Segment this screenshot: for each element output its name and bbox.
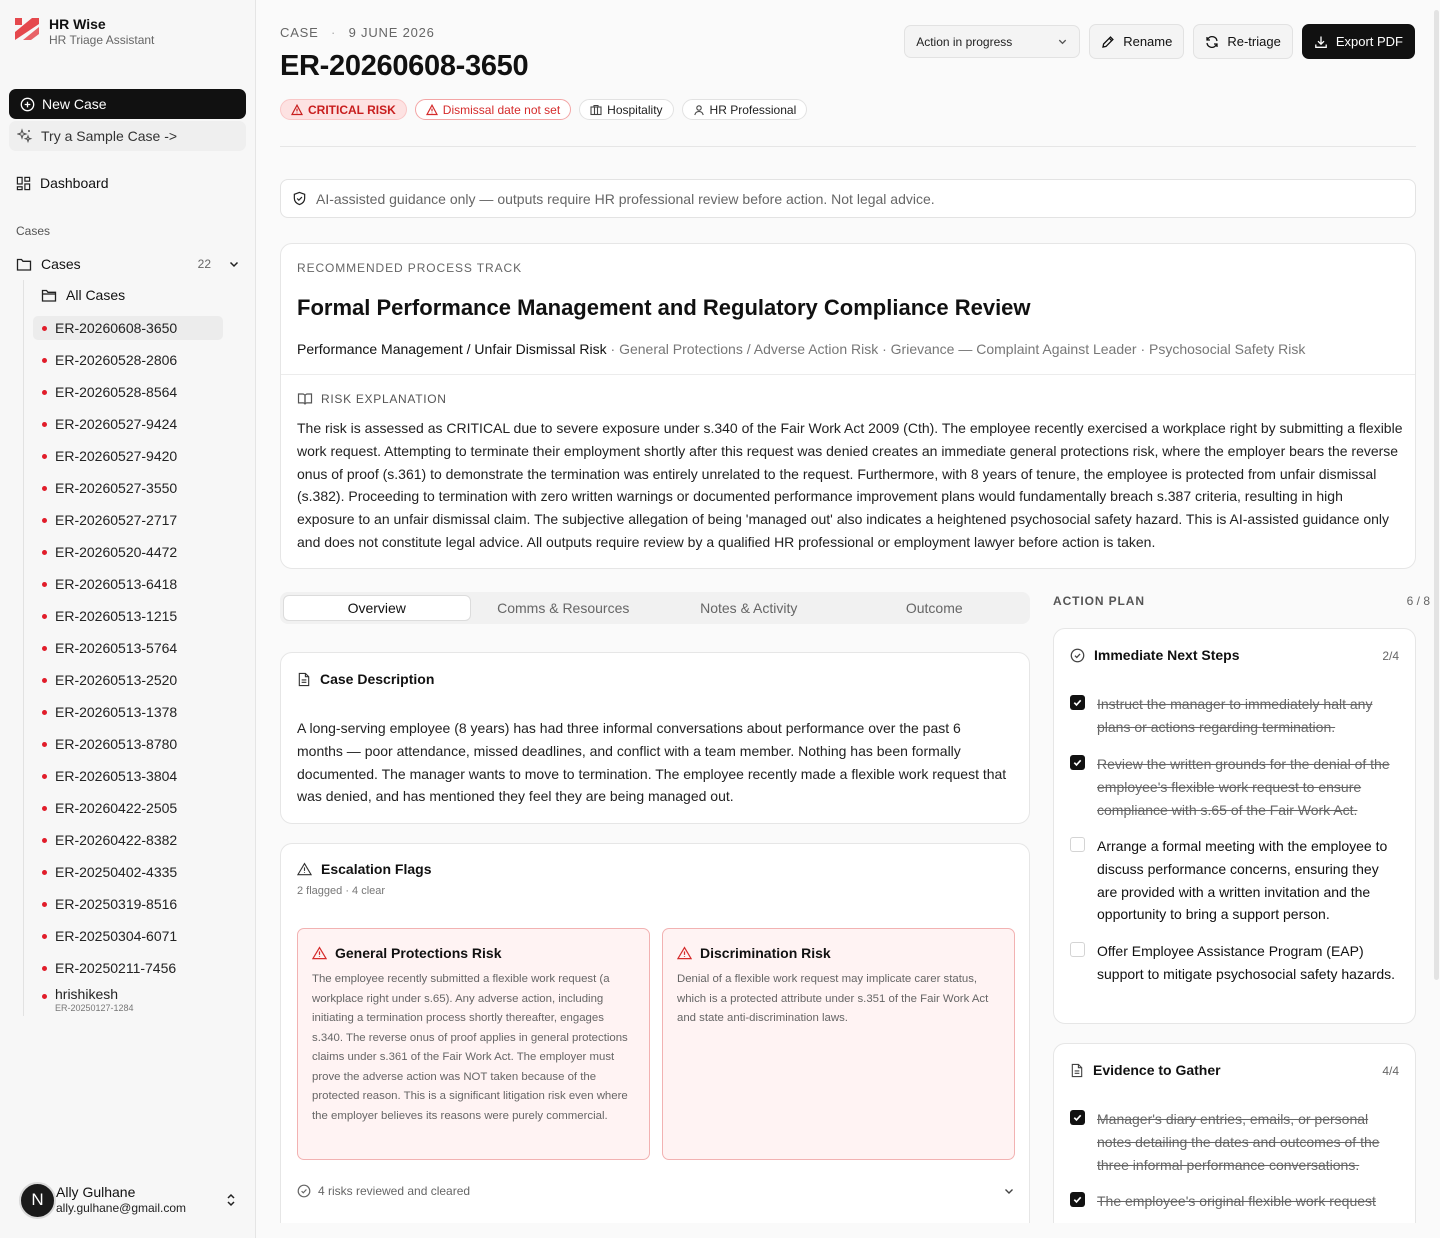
action-plan-label: ACTION PLAN (1053, 594, 1145, 608)
disclaimer-banner (280, 179, 1416, 218)
action-item (1070, 940, 1402, 986)
case-item-label: ER-20260513-1378 (55, 704, 178, 720)
track-kicker: RECOMMENDED PROCESS TRACK (297, 261, 522, 275)
action-item (1070, 835, 1402, 926)
cases-label: Cases (41, 256, 81, 272)
action-item (1070, 693, 1402, 739)
kicker-case: CASE (280, 25, 319, 40)
status-dot (42, 454, 47, 459)
alert-triangle-icon (426, 104, 438, 116)
case-item-label: ER-20260527-2717 (55, 512, 178, 528)
status-dot (42, 646, 47, 651)
all-cases-label: All Cases (66, 287, 126, 303)
action-group-title: Immediate Next Steps (1094, 647, 1240, 663)
case-description-header (297, 671, 434, 687)
avatar-initial: N (31, 1190, 44, 1209)
status-dot (42, 550, 47, 555)
case-item-label: ER-20260527-9420 (55, 448, 178, 464)
alert-triangle-icon (677, 946, 692, 960)
scrollbar[interactable] (1432, 0, 1440, 1238)
flag-title: Discrimination Risk (700, 945, 831, 961)
action-checkbox[interactable] (1070, 1110, 1085, 1125)
case-item-label: ER-20260528-8564 (55, 384, 178, 400)
status-dot (42, 742, 47, 747)
sidebar-case-item[interactable] (33, 796, 223, 820)
action-item-text: Review the written grounds for the denial of the employee's flexible work request to ensure compliance with s.65 of the Fair Work Act. (1097, 756, 1390, 818)
track-other-tags: · General Protections / Adverse Action Risk · Grievance — Complaint Against Leader · Psychosocial Safety Risk (606, 341, 1306, 357)
sidebar (0, 0, 256, 1238)
action-group-count: 2/4 (1382, 649, 1399, 663)
download-icon (1314, 35, 1328, 49)
user-menu[interactable] (19, 1182, 245, 1218)
case-item-label: ER-20260513-5764 (55, 640, 178, 656)
new-case-label: New Case (42, 96, 107, 112)
new-case-button[interactable] (9, 89, 246, 119)
page-title: ER-20260608-3650 (280, 50, 529, 82)
case-description-text: A long-serving employee (8 years) has had three informal conversations about performance over the past 6 months — poor attendance, missed deadlines, and conflict with a team member. Nothing has been formally documented. The manager wants to move to termination. The employee recently made a flexible work request that was denied, and has mentioned they feel they are being managed out. (297, 720, 1007, 805)
sidebar-case-item[interactable] (33, 380, 223, 404)
dismissal-badge-label: Dismissal date not set (442, 102, 561, 117)
case-item-label: ER-20260513-8780 (55, 736, 178, 752)
track-primary-tag: Performance Management / Unfair Dismissal Risk (297, 341, 607, 357)
user-name: Ally Gulhane (56, 1184, 136, 1200)
sidebar-case-item[interactable] (33, 476, 223, 500)
sidebar-case-item[interactable] (33, 828, 223, 852)
industry-badge (579, 99, 673, 120)
case-item-name: hrishikesh (55, 986, 119, 1002)
action-item-text: Instruct the manager to immediately halt any plans or actions regarding termination. (1097, 696, 1373, 735)
case-item-id: ER-20250127-1284 (55, 1003, 134, 1013)
tab-notes-activity[interactable]: Notes & Activity (700, 600, 798, 616)
action-item-text: Offer Employee Assistance Program (EAP) support to mitigate psychosocial safety hazards. (1097, 943, 1396, 982)
dismissal-badge[interactable] (415, 99, 571, 120)
brand[interactable] (14, 16, 154, 48)
check-circle-icon (297, 1184, 311, 1198)
status-dot (42, 614, 47, 619)
sidebar-case-item[interactable] (33, 604, 223, 628)
case-kicker: CASE · 9 JUNE 2026 (280, 25, 435, 40)
action-item (1070, 1190, 1402, 1213)
export-pdf-label: Export PDF (1335, 34, 1403, 49)
case-item-label: ER-20260513-2520 (55, 672, 178, 688)
flag-card (662, 928, 1015, 1160)
section-label: Cases (16, 224, 51, 238)
divider (280, 146, 1416, 147)
action-group-header (1070, 647, 1240, 663)
action-group-title: Evidence to Gather (1093, 1062, 1221, 1078)
retriage-label: Re-triage (1227, 34, 1281, 49)
dashboard-label: Dashboard (40, 175, 109, 191)
status-dot (42, 390, 47, 395)
case-item-label: ER-20260513-1215 (55, 608, 178, 624)
risk-badge (280, 99, 407, 120)
flag-title: General Protections Risk (335, 945, 502, 961)
action-checkbox[interactable] (1070, 942, 1085, 957)
check-icon (1072, 1194, 1083, 1205)
action-item-text: The employee's original flexible work request (1097, 1193, 1376, 1209)
tab-comms-resources[interactable]: Comms & Resources (497, 600, 630, 616)
flag-text: The employee recently submitted a flexible work request (a workplace right under s.65). Any adverse action, including initiating a termination process shortly thereafter, engages s.340. The reverse onus of proof applies in general protections claims under s.361 of the Fair Work Act. The employer must prove the adverse action was NOT taken because of the protected reason. This is a significant litigation risk even where the employer believes its reasons were purely commercial. (312, 973, 628, 1122)
status-select-value: Action in progress (916, 34, 1013, 49)
user-icon (693, 104, 705, 116)
role-label: HR Professional (709, 102, 797, 117)
kicker-date: 9 JUNE 2026 (348, 25, 435, 40)
risk-badge-label: CRITICAL RISK (308, 102, 396, 117)
status-dot (42, 902, 47, 907)
action-checkbox[interactable] (1070, 755, 1085, 770)
risk-explanation-header (297, 392, 447, 406)
sidebar-case-item[interactable] (33, 892, 223, 916)
check-icon (1072, 1112, 1083, 1123)
file-text-icon (297, 672, 311, 687)
industry-label: Hospitality (607, 102, 663, 117)
nav-dashboard[interactable] (16, 175, 109, 191)
escalation-title: Escalation Flags (321, 861, 432, 877)
sidebar-case-item[interactable] (33, 956, 223, 980)
flag-text: Denial of a flexible work request may implicate carer status, which is a protected attribute under s.351 of the Fair Work Act and state anti-discrimination laws. (677, 973, 989, 1024)
action-checkbox[interactable] (1070, 1192, 1085, 1207)
status-dot (42, 966, 47, 971)
sidebar-case-item[interactable] (33, 636, 223, 660)
logo-icon (14, 16, 40, 42)
check-icon (1072, 697, 1083, 708)
action-item (1070, 1108, 1402, 1176)
cleared-risks-label: 4 risks reviewed and cleared (318, 1184, 471, 1198)
chevrons-up-down-icon[interactable] (225, 1192, 237, 1208)
sidebar-case-item[interactable] (33, 764, 223, 788)
export-pdf-button[interactable] (1302, 24, 1415, 59)
scrollbar-thumb[interactable] (1434, 10, 1439, 980)
sidebar-case-item[interactable] (33, 700, 223, 724)
case-item-label: ER-20260527-3550 (55, 480, 178, 496)
sample-case-label: Try a Sample Case -> (41, 128, 178, 144)
sidebar-case-item[interactable] (33, 668, 223, 692)
track-title: Formal Performance Management and Regulatory Compliance Review (297, 295, 1031, 320)
sidebar-case-item[interactable] (33, 924, 223, 948)
sparkles-icon (17, 128, 33, 144)
case-item-label: ER-20260422-8382 (55, 832, 178, 848)
status-dot (42, 678, 47, 683)
alert-triangle-icon (312, 946, 327, 960)
all-cases-item[interactable] (41, 287, 125, 303)
flag-card (297, 928, 650, 1160)
status-dot (42, 994, 47, 999)
building-icon (590, 104, 602, 116)
status-dot (42, 422, 47, 427)
avatar (19, 1182, 56, 1219)
case-item-label: ER-20260422-2505 (55, 800, 178, 816)
status-dot (42, 870, 47, 875)
status-dot (42, 806, 47, 811)
action-item-text: Arrange a formal meeting with the employee to discuss performance concerns, ensuring they are provided with a written invitation and the opportunity to bring a support person. (1097, 838, 1388, 923)
sample-case-button[interactable] (9, 121, 246, 151)
brand-name: HR Wise (49, 16, 106, 32)
case-item-label: ER-20260513-3804 (55, 768, 178, 784)
shield-check-icon (292, 191, 307, 206)
status-dot (42, 326, 47, 331)
folder-open-icon (41, 288, 57, 303)
track-tags (297, 341, 1305, 357)
status-dot (42, 486, 47, 491)
retriage-button[interactable] (1193, 24, 1292, 59)
case-item-label: ER-20260528-2806 (55, 352, 178, 368)
action-item (1070, 753, 1402, 821)
status-select[interactable] (904, 25, 1080, 58)
sidebar-case-item[interactable] (33, 860, 223, 884)
role-badge (682, 99, 808, 120)
brand-subtitle: HR Triage Assistant (49, 33, 155, 47)
user-info (56, 1184, 186, 1216)
chevron-down-icon (1057, 36, 1068, 47)
sidebar-case-item[interactable] (33, 572, 223, 596)
action-plan-count: 6 / 8 (1406, 594, 1430, 608)
cleared-risks-toggle[interactable] (297, 1184, 1015, 1198)
book-open-icon (297, 392, 313, 406)
sidebar-case-item[interactable] (33, 986, 223, 1020)
action-group-card (1053, 628, 1416, 1024)
check-circle-icon (1070, 648, 1085, 663)
refresh-icon (1205, 35, 1219, 49)
case-tabs (280, 592, 1030, 624)
sidebar-case-item[interactable] (33, 540, 223, 564)
case-description-card (280, 652, 1030, 824)
case-item-label: ER-20260608-3650 (55, 320, 178, 336)
sidebar-case-item[interactable] (33, 732, 223, 756)
folder-icon (16, 257, 32, 272)
sidebar-case-item[interactable] (33, 412, 223, 436)
case-chips (280, 99, 807, 120)
alert-triangle-icon (297, 862, 312, 876)
sidebar-case-item[interactable] (33, 348, 223, 372)
rename-button[interactable] (1089, 24, 1184, 59)
main-content (256, 0, 1440, 1238)
risk-explanation-label: RISK EXPLANATION (321, 392, 447, 406)
flag-header (312, 945, 502, 961)
case-item-label: ER-20260527-9424 (55, 416, 178, 432)
sidebar-case-item[interactable] (33, 444, 223, 468)
check-icon (1072, 757, 1083, 768)
status-dot (42, 710, 47, 715)
case-item-label: ER-20250402-4335 (55, 864, 178, 880)
case-item-label: ER-20250319-8516 (55, 896, 178, 912)
status-dot (42, 358, 47, 363)
action-group-count: 4/4 (1382, 1064, 1399, 1078)
case-item-label: ER-20250304-6071 (55, 928, 178, 944)
tab-overview[interactable]: Overview (283, 595, 471, 621)
sidebar-case-item[interactable] (33, 316, 223, 340)
disclaimer-text: AI-assisted guidance only — outputs require HR professional review before action. Not legal advice. (316, 190, 935, 207)
pencil-icon (1101, 35, 1115, 49)
case-item-label (55, 986, 134, 1013)
status-dot (42, 582, 47, 587)
case-tree (23, 280, 233, 1016)
risk-explanation-text: The risk is assessed as CRITICAL due to severe exposure under s.340 of the Fair Work Act 2009 (Cth). The employee recently exercised a workplace right by submitting a flexible work request. Attempting to terminate their employment shortly after this request was denied creates an immediate general protections risk, where the employer bears the reverse onus of proof (s.361) to demonstrate the termination was entirely unrelated to the request. Furthermore, with 8 years of tenure, the employee is protected from unfair dismissal (s.382). Proceeding to termination with zero written warnings or documented performance improvement plans would fundamentally breach s.387 criteria, resulting in high exposure to an unfair dismissal claim. The subjective allegation of being 'managed out' also indicates a heightened psychosocial safety hazard. This is AI-assisted guidance only and does not constitute legal advice. All outputs require review by a qualified HR professional or employment lawyer before action is taken. (297, 420, 1403, 550)
header-actions (904, 24, 1415, 59)
action-group-card (1053, 1043, 1416, 1223)
tab-outcome[interactable]: Outcome (905, 600, 963, 616)
escalation-header (297, 861, 431, 877)
dashboard-icon (16, 176, 31, 191)
process-track-card (280, 243, 1416, 569)
flag-header (677, 945, 831, 961)
rename-label: Rename (1123, 34, 1173, 49)
action-checkbox[interactable] (1070, 837, 1085, 852)
action-item-text: Manager's diary entries, emails, or personal notes detailing the dates and outcomes of the three informal performance conversations. (1097, 1111, 1380, 1173)
status-dot (42, 934, 47, 939)
escalation-flags-card (280, 843, 1030, 1223)
divider (281, 374, 1415, 375)
action-checkbox[interactable] (1070, 695, 1085, 710)
action-group-header (1070, 1062, 1221, 1078)
chevron-down-icon[interactable] (228, 258, 240, 270)
user-email: ally.gulhane@gmail.com (56, 1201, 187, 1215)
alert-triangle-icon (291, 104, 303, 116)
status-dot (42, 518, 47, 523)
case-item-label: ER-20250211-7456 (55, 960, 177, 976)
nav-cases[interactable] (16, 255, 240, 273)
case-description-title: Case Description (320, 671, 435, 687)
file-text-icon (1070, 1063, 1084, 1078)
status-dot (42, 838, 47, 843)
case-item-label: ER-20260520-4472 (55, 544, 178, 560)
escalation-meta: 2 flagged · 4 clear (297, 885, 386, 897)
sidebar-case-item[interactable] (33, 508, 223, 532)
plus-circle-icon (20, 97, 35, 112)
status-dot (42, 774, 47, 779)
case-item-label: ER-20260513-6418 (55, 576, 178, 592)
chevron-down-icon (1003, 1185, 1015, 1197)
cases-count: 22 (197, 257, 211, 271)
